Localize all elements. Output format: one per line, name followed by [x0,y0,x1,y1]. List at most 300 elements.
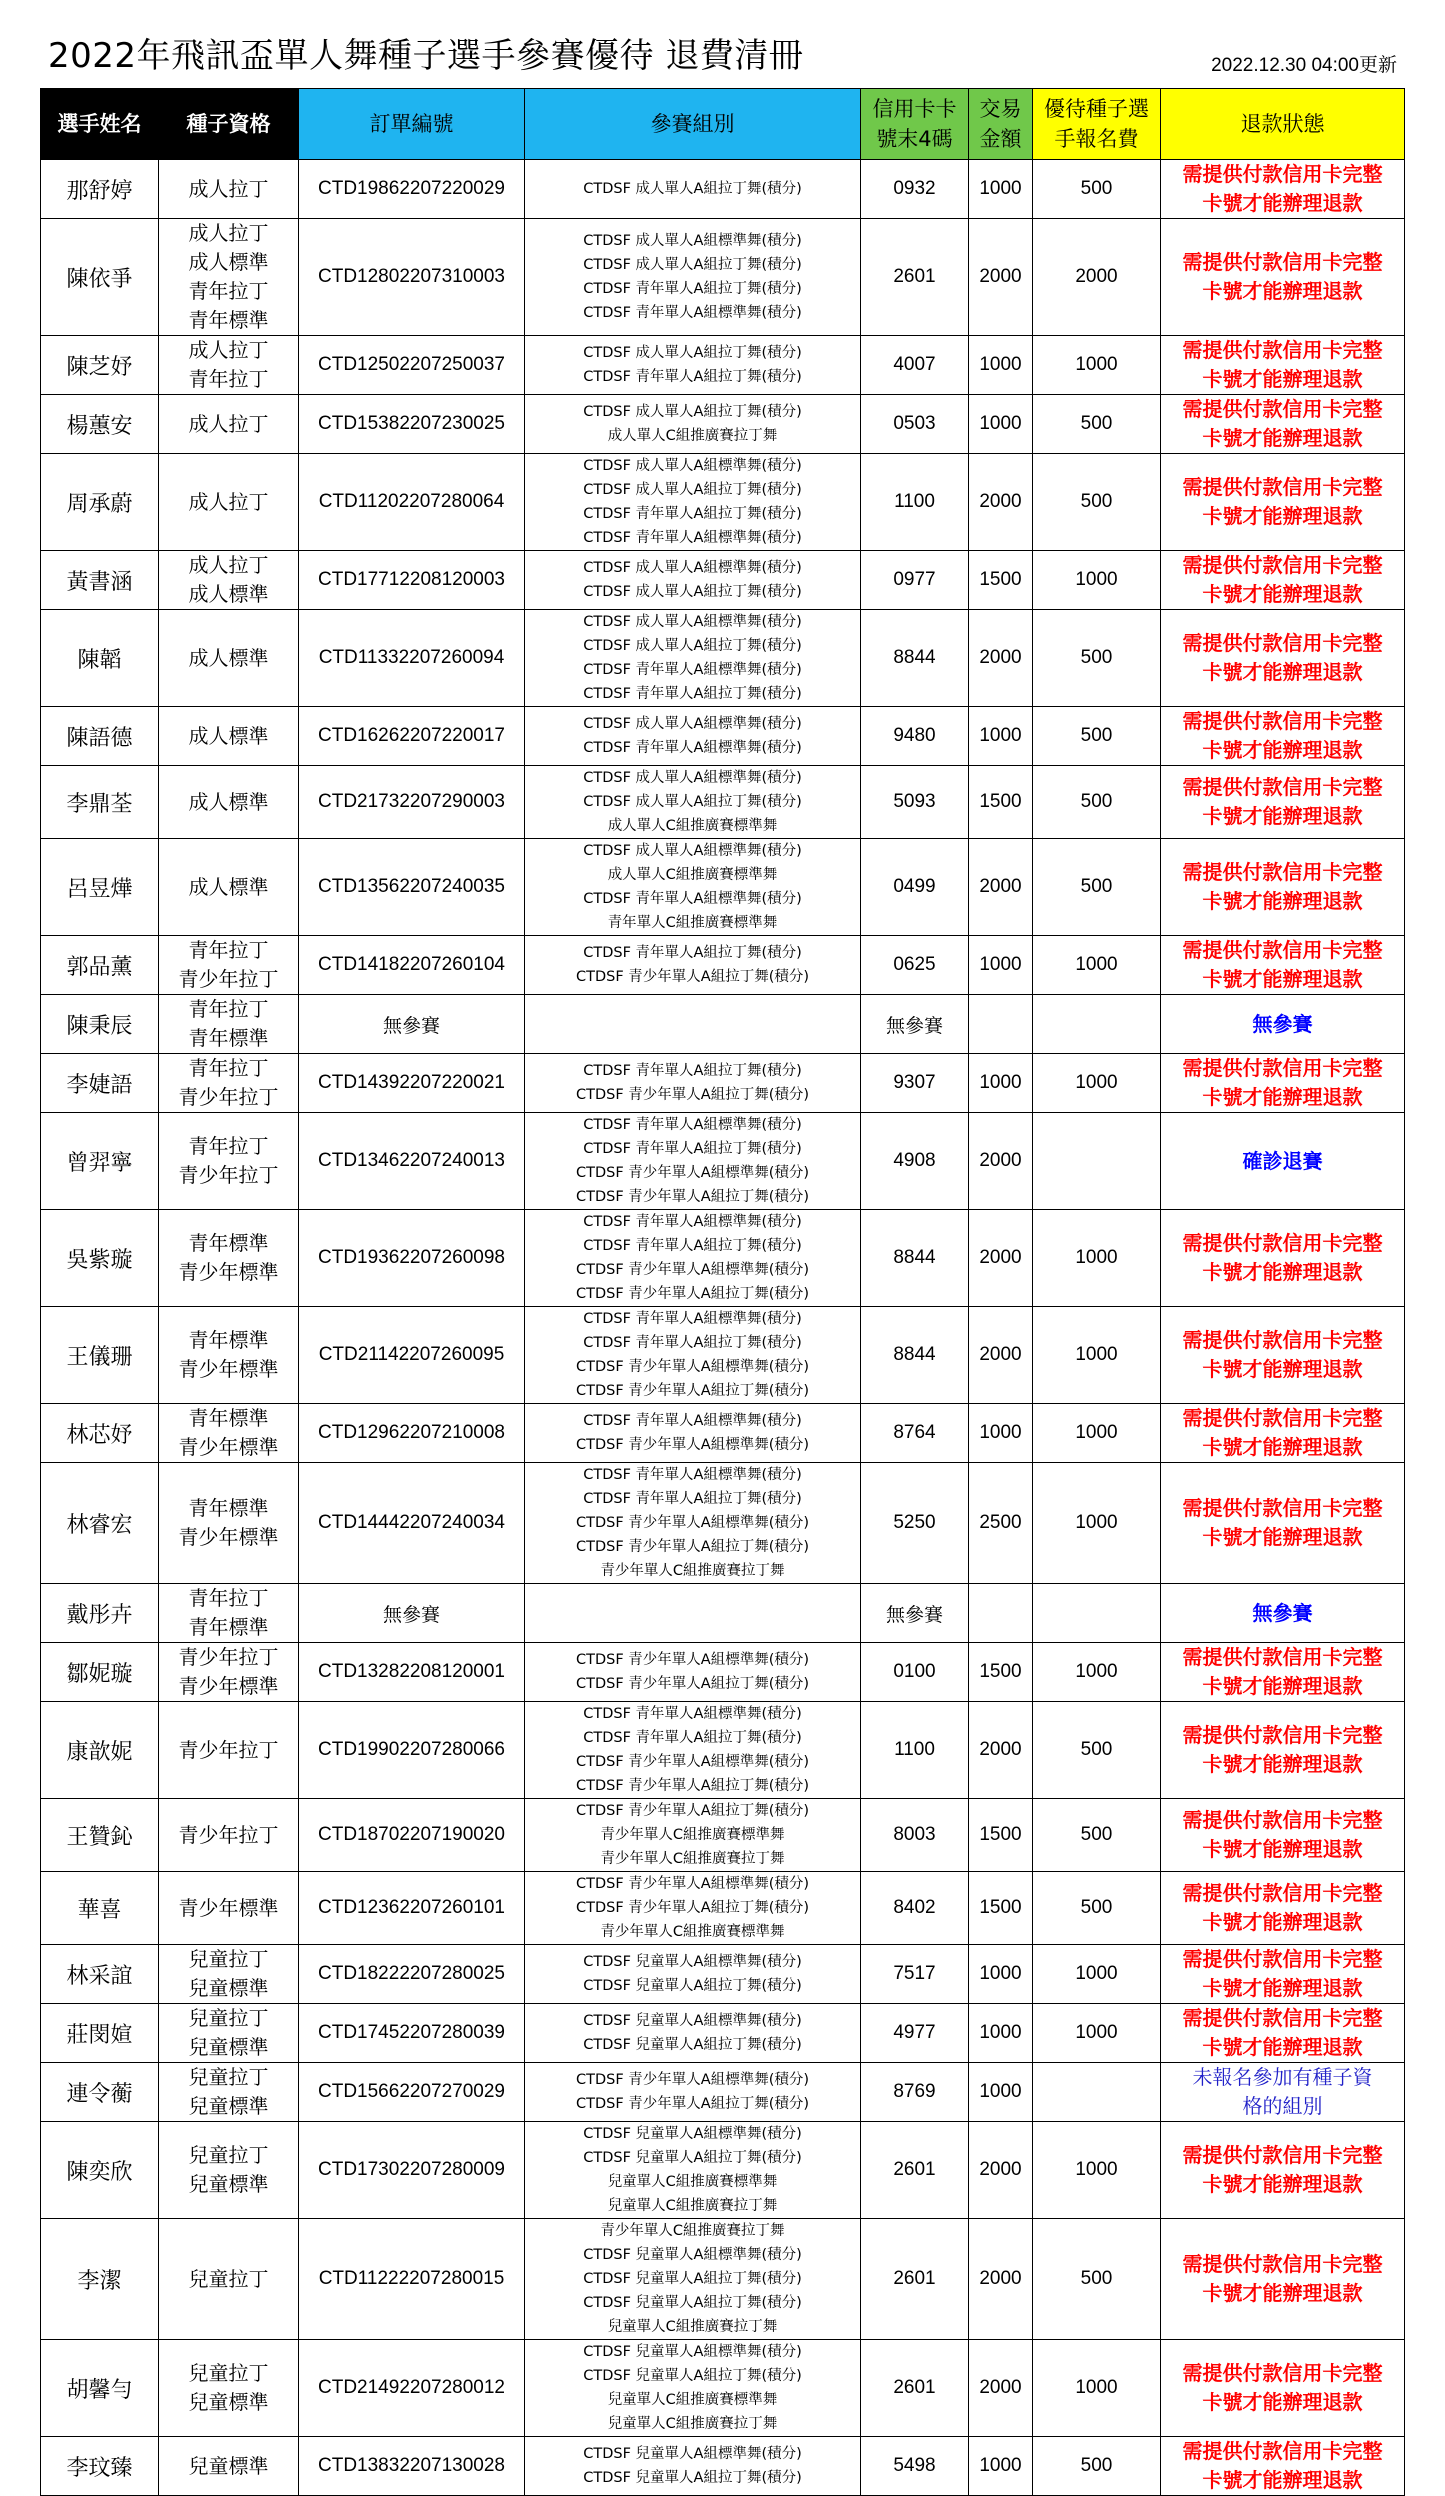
group-line: CTDSF 青年單人A組標準舞(積分) [583,1117,802,1133]
order-number-cell: CTD11222207280015 [299,2219,525,2340]
qualification-line: 兒童標準 [188,2390,269,2414]
seed-qualification-cell [159,395,299,454]
group-line: CTDSF 青年單人A組拉丁舞(積分) [583,1141,802,1157]
group-line: 兒童單人C組推廣賽標準舞 [607,2392,778,2408]
status-line: 需提供付款信用卡完整 [1182,1496,1383,1520]
status-line: 卡號才能辦理退款 [1202,804,1363,828]
group-line: 兒童單人C組推廣賽拉丁舞 [607,2198,778,2214]
transaction-amount-cell: 2000 [969,2340,1033,2437]
entry-groups-cell [525,1307,861,1404]
qualification-line: 青年拉丁 [188,1056,269,1080]
transaction-amount-cell: 2000 [969,454,1033,551]
seed-fee-cell: 1000 [1033,551,1161,610]
entry-groups-cell [525,1945,861,2004]
card-last4-cell: 4007 [861,336,969,395]
card-last4-cell: 2601 [861,219,969,336]
player-name-cell: 陳芝妤 [41,336,159,395]
order-number-cell: CTD12502207250037 [299,336,525,395]
group-line: CTDSF 青少年單人A組拉丁舞(積分) [575,1900,810,1916]
seed-qualification-cell [159,1463,299,1584]
seed-fee-cell: 1000 [1033,1463,1161,1584]
table-row [41,2437,1405,2496]
seed-qualification-cell [159,1799,299,1872]
status-line: 需提供付款信用卡完整 [1182,1881,1383,1905]
qualification-line: 成人拉丁 [188,338,269,362]
header-label-line: 參賽組別 [650,112,735,136]
transaction-amount-cell: 2500 [969,1463,1033,1584]
seed-fee-cell: 1000 [1033,1054,1161,1113]
refund-status-cell [1161,2219,1405,2340]
table-row [41,454,1405,551]
status-line: 卡號才能辦理退款 [1202,2172,1363,2196]
qualification-line: 成人拉丁 [188,176,269,201]
seed-fee-cell: 1000 [1033,1945,1161,2004]
qualification-line: 兒童拉丁 [188,2266,269,2291]
refund-status-cell [1161,1643,1405,1702]
entry-groups-cell [525,936,861,995]
qualification-line: 青年標準 [188,1328,269,1352]
status-line: 卡號才能辦理退款 [1202,967,1363,991]
group-line: CTDSF 青少年單人A組拉丁舞(積分) [575,1539,810,1555]
qualification-line: 成人標準 [188,645,269,670]
status-line: 卡號才能辦理退款 [1202,1085,1363,1109]
seed-qualification-cell [159,766,299,839]
status-line: 需提供付款信用卡完整 [1182,553,1383,577]
player-name-cell: 李鼎荃 [41,766,159,839]
table-row [41,1584,1405,1643]
qualification-line: 成人拉丁 [188,411,269,436]
player-name-cell: 陳韜 [41,610,159,707]
order-number-cell: CTD18702207190020 [299,1799,525,1872]
order-number-cell: CTD14442207240034 [299,1463,525,1584]
qualification-line: 成人拉丁 [188,221,269,245]
player-name-cell: 陳語德 [41,707,159,766]
group-line: CTDSF 青年單人A組拉丁舞(積分) [583,506,802,522]
qualification-line: 兒童拉丁 [188,2065,269,2089]
seed-fee-cell: 1000 [1033,336,1161,395]
player-name-cell: 華喜 [41,1872,159,1945]
seed-qualification-cell [159,1404,299,1463]
seed-fee-cell [1033,1113,1161,1210]
card-last4-cell: 8003 [861,1799,969,1872]
transaction-amount-cell [969,1584,1033,1643]
table-row [41,1799,1405,1872]
group-line: CTDSF 青少年單人A組標準舞(積分) [575,1437,810,1453]
group-line: CTDSF 青少年單人A組標準舞(積分) [575,1876,810,1892]
qualification-line: 兒童拉丁 [188,2006,269,2030]
group-line: CTDSF 青年單人A組標準舞(積分) [583,891,802,907]
player-name-cell: 林采誼 [41,1945,159,2004]
table-row [41,1210,1405,1307]
table-row [41,160,1405,219]
order-number-cell: CTD17302207280009 [299,2122,525,2219]
order-number-cell: CTD11332207260094 [299,610,525,707]
status-line: 卡號才能辦理退款 [1202,738,1363,762]
transaction-amount-cell: 1500 [969,766,1033,839]
table-row [41,1945,1405,2004]
qualification-line: 青少年標準 [178,1525,279,1549]
order-number-cell: CTD21142207260095 [299,1307,525,1404]
transaction-amount-cell: 1000 [969,2437,1033,2496]
group-line: CTDSF 兒童單人A組標準舞(積分) [583,1954,802,1970]
table-row [41,1872,1405,1945]
table-row [41,2122,1405,2219]
player-name-cell: 那舒婷 [41,160,159,219]
status-line: 卡號才能辦理退款 [1202,279,1363,303]
seed-qualification-cell [159,610,299,707]
player-name-cell: 連令蘅 [41,2063,159,2122]
group-line: CTDSF 兒童單人A組標準舞(積分) [583,2344,802,2360]
order-number-cell: CTD17452207280039 [299,2004,525,2063]
refund-status-cell [1161,1210,1405,1307]
entry-groups-cell [525,219,861,336]
order-number-cell: CTD19902207280066 [299,1702,525,1799]
player-name-cell: 胡馨勻 [41,2340,159,2437]
table-header-row [41,89,1405,160]
qualification-line: 青少年拉丁 [178,1822,279,1847]
table-row [41,1404,1405,1463]
qualification-line: 青少年標準 [178,1435,279,1459]
transaction-amount-cell: 1000 [969,336,1033,395]
qualification-line: 青少年拉丁 [178,1163,279,1187]
order-number-cell: CTD12962207210008 [299,1404,525,1463]
group-line: CTDSF 成人單人A組拉丁舞(積分) [583,584,802,600]
entry-groups-cell [525,1643,861,1702]
page-title: 2022年飛訊盃單人舞種子選手參賽優待 退費清冊 [48,36,804,76]
entry-groups-cell [525,2340,861,2437]
qualification-line: 兒童拉丁 [188,2143,269,2167]
status-line: 需提供付款信用卡完整 [1182,1231,1383,1255]
transaction-amount-cell: 1000 [969,1054,1033,1113]
seed-fee-cell: 500 [1033,2219,1161,2340]
order-number-cell: CTD13832207130028 [299,2437,525,2496]
qualification-line: 青少年拉丁 [178,967,279,991]
refund-status-cell [1161,2063,1405,2122]
seed-qualification-cell [159,160,299,219]
table-row [41,839,1405,936]
entry-groups-cell [525,2219,861,2340]
transaction-amount-cell: 1000 [969,2063,1033,2122]
entry-groups-cell [525,2063,861,2122]
group-line: CTDSF 成人單人A組標準舞(積分) [583,458,802,474]
entry-groups-cell [525,160,861,219]
transaction-amount-cell: 1000 [969,395,1033,454]
status-line: 需提供付款信用卡完整 [1182,1808,1383,1832]
seed-qualification-cell [159,551,299,610]
header-label-line: 交易 [979,97,1022,121]
seed-fee-cell: 500 [1033,610,1161,707]
status-line: 卡號才能辦理退款 [1202,582,1363,606]
card-last4-cell: 8769 [861,2063,969,2122]
header-label-line: 金額 [979,127,1022,151]
status-line: 需提供付款信用卡完整 [1182,2006,1383,2030]
entry-groups-cell [525,995,861,1054]
seed-fee-cell: 1000 [1033,1643,1161,1702]
seed-qualification-cell [159,995,299,1054]
qualification-line: 兒童標準 [188,1976,269,2000]
seed-fee-cell: 500 [1033,454,1161,551]
transaction-amount-cell: 2000 [969,839,1033,936]
player-name-cell: 王儀珊 [41,1307,159,1404]
group-line: CTDSF 兒童單人A組拉丁舞(積分) [583,2037,802,2053]
order-number-cell: 無參賽 [299,1584,525,1643]
seed-qualification-cell [159,219,299,336]
status-line: 卡號才能辦理退款 [1202,2468,1363,2492]
card-last4-cell: 9307 [861,1054,969,1113]
status-line: 需提供付款信用卡完整 [1182,250,1383,274]
seed-qualification-cell [159,1872,299,1945]
group-line: 成人單人C組推廣賽標準舞 [607,818,778,834]
header-label-line: 訂單編號 [369,112,454,136]
card-last4-cell: 0625 [861,936,969,995]
qualification-line: 成人拉丁 [188,553,269,577]
seed-fee-cell: 1000 [1033,1307,1161,1404]
group-line: CTDSF 青少年單人A組拉丁舞(積分) [575,1676,810,1692]
status-line: 卡號才能辦理退款 [1202,1260,1363,1284]
seed-fee-cell [1033,995,1161,1054]
seed-qualification-cell [159,839,299,936]
order-number-cell: CTD14182207260104 [299,936,525,995]
refund-status-cell [1161,160,1405,219]
order-number-cell: CTD21492207280012 [299,2340,525,2437]
player-name-cell: 林芯妤 [41,1404,159,1463]
refund-status-cell [1161,610,1405,707]
status-line: 卡號才能辦理退款 [1202,1435,1363,1459]
refund-status-cell [1161,707,1405,766]
seed-qualification-cell [159,2063,299,2122]
group-line: CTDSF 成人單人A組拉丁舞(積分) [583,257,802,273]
seed-qualification-cell [159,1584,299,1643]
transaction-amount-cell: 2000 [969,1210,1033,1307]
order-number-cell: CTD14392207220021 [299,1054,525,1113]
card-last4-cell: 5498 [861,2437,969,2496]
player-name-cell: 周承蔚 [41,454,159,551]
group-line: CTDSF 成人單人A組標準舞(積分) [583,843,802,859]
player-name-cell: 陳秉辰 [41,995,159,1054]
seed-fee-cell: 1000 [1033,1210,1161,1307]
group-line: CTDSF 青年單人A組拉丁舞(積分) [583,281,802,297]
status-line: 需提供付款信用卡完整 [1182,162,1383,186]
entry-groups-cell [525,839,861,936]
seed-fee-cell [1033,2063,1161,2122]
card-last4-cell: 7517 [861,1945,969,2004]
qualification-line: 青年拉丁 [188,367,269,391]
group-line: CTDSF 青少年單人A組標準舞(積分) [575,1359,810,1375]
refund-status-cell [1161,1113,1405,1210]
seed-qualification-cell [159,1643,299,1702]
seed-qualification-cell [159,2340,299,2437]
seed-fee-cell: 2000 [1033,219,1161,336]
seed-qualification-cell [159,2437,299,2496]
table-row [41,395,1405,454]
seed-qualification-cell [159,936,299,995]
status-line: 需提供付款信用卡完整 [1182,631,1383,655]
group-line: CTDSF 青年單人A組拉丁舞(積分) [583,945,802,961]
status-line: 卡號才能辦理退款 [1202,1752,1363,1776]
group-line: CTDSF 兒童單人A組標準舞(積分) [583,2446,802,2462]
status-line: 無參賽 [1252,1600,1313,1625]
table-row [41,936,1405,995]
status-line: 需提供付款信用卡完整 [1182,2439,1383,2463]
qualification-line: 成人標準 [188,789,269,814]
update-timestamp: 2022.12.30 04:00更新 [1211,55,1397,76]
seed-fee-cell: 1000 [1033,2122,1161,2219]
transaction-amount-cell: 2000 [969,610,1033,707]
table-row [41,1054,1405,1113]
status-line: 卡號才能辦理退款 [1202,2035,1363,2059]
table-row [41,1643,1405,1702]
entry-groups-cell [525,2004,861,2063]
transaction-amount-cell [969,995,1033,1054]
qualification-line: 青年拉丁 [188,997,269,1021]
card-last4-cell: 8844 [861,1307,969,1404]
transaction-amount-cell: 2000 [969,1702,1033,1799]
seed-qualification-cell [159,1054,299,1113]
entry-groups-cell [525,2437,861,2496]
order-number-cell: CTD17712208120003 [299,551,525,610]
group-line: CTDSF 青少年單人A組標準舞(積分) [575,1652,810,1668]
qualification-line: 青年拉丁 [188,938,269,962]
group-line: 成人單人C組推廣賽標準舞 [607,867,778,883]
status-line: 卡號才能辦理退款 [1202,2281,1363,2305]
group-line: CTDSF 青年單人A組拉丁舞(積分) [583,1335,802,1351]
refund-status-cell [1161,1307,1405,1404]
refund-status-cell [1161,1799,1405,1872]
status-line: 卡號才能辦理退款 [1202,504,1363,528]
refund-status-cell [1161,2004,1405,2063]
transaction-amount-cell: 1000 [969,2004,1033,2063]
group-line: 青少年單人C組推廣賽拉丁舞 [600,1563,785,1579]
group-line: CTDSF 青年單人A組拉丁舞(積分) [583,369,802,385]
qualification-line: 兒童拉丁 [188,1947,269,1971]
refund-status-cell [1161,2437,1405,2496]
group-line: CTDSF 成人單人A組標準舞(積分) [583,560,802,576]
table-row [41,2004,1405,2063]
transaction-amount-cell: 1000 [969,936,1033,995]
status-line: 需提供付款信用卡完整 [1182,397,1383,421]
group-line: CTDSF 青年單人A組標準舞(積分) [583,1311,802,1327]
entry-groups-cell [525,454,861,551]
card-last4-cell: 2601 [861,2219,969,2340]
seed-fee-cell: 500 [1033,839,1161,936]
status-line: 卡號才能辦理退款 [1202,1357,1363,1381]
refund-status-cell [1161,2340,1405,2437]
table-row [41,219,1405,336]
group-line: CTDSF 青年單人A組標準舞(積分) [583,1706,802,1722]
player-name-cell: 吳紫璇 [41,1210,159,1307]
seed-fee-cell: 500 [1033,395,1161,454]
seed-qualification-cell [159,707,299,766]
order-number-cell: CTD12362207260101 [299,1872,525,1945]
order-number-cell: CTD19862207220029 [299,160,525,219]
group-line: CTDSF 兒童單人A組拉丁舞(積分) [583,1978,802,1994]
qualification-line: 青年拉丁 [188,279,269,303]
status-line: 需提供付款信用卡完整 [1182,1406,1383,1430]
order-number-cell: CTD13462207240013 [299,1113,525,1210]
status-line: 需提供付款信用卡完整 [1182,860,1383,884]
status-line: 卡號才能辦理退款 [1202,191,1363,215]
status-line: 需提供付款信用卡完整 [1182,2252,1383,2276]
status-line: 卡號才能辦理退款 [1202,889,1363,913]
seed-fee-cell: 1000 [1033,1404,1161,1463]
group-line: 成人單人C組推廣賽拉丁舞 [607,428,778,444]
entry-groups-cell [525,1210,861,1307]
group-line: 青少年單人C組推廣賽標準舞 [600,1827,785,1843]
status-line: 格的組別 [1242,2094,1323,2118]
seed-qualification-cell [159,2004,299,2063]
group-line: 青少年單人C組推廣賽拉丁舞 [600,2223,785,2239]
order-number-cell: CTD16262207220017 [299,707,525,766]
seed-qualification-cell [159,1702,299,1799]
seed-qualification-cell [159,454,299,551]
entry-groups-cell [525,707,861,766]
group-line: CTDSF 兒童單人A組拉丁舞(積分) [583,2470,802,2486]
group-line: CTDSF 青年單人A組標準舞(積分) [583,740,802,756]
entry-groups-cell [525,1113,861,1210]
seed-qualification-cell [159,1210,299,1307]
refund-status-cell [1161,551,1405,610]
entry-groups-cell [525,1054,861,1113]
table-row [41,1702,1405,1799]
player-name-cell: 陳依爭 [41,219,159,336]
table-row [41,1307,1405,1404]
qualification-line: 成人標準 [188,874,269,899]
group-line: CTDSF 兒童單人A組標準舞(積分) [583,2247,802,2263]
table-body [41,160,1405,2496]
card-last4-cell: 4908 [861,1113,969,1210]
qualification-line: 青年標準 [188,1496,269,1520]
group-line: CTDSF 青年單人A組標準舞(積分) [583,305,802,321]
qualification-line: 青年拉丁 [188,1586,269,1610]
group-line: CTDSF 青少年單人A組拉丁舞(積分) [575,2096,810,2112]
qualification-line: 青年標準 [188,1231,269,1255]
transaction-amount-cell: 1500 [969,551,1033,610]
card-last4-cell: 2601 [861,2122,969,2219]
transaction-amount-cell: 2000 [969,1113,1033,1210]
qualification-line: 青少年標準 [178,1895,279,1920]
refund-table [40,88,1405,2496]
order-number-cell: CTD18222207280025 [299,1945,525,2004]
player-name-cell: 楊蕙安 [41,395,159,454]
seed-fee-cell: 1000 [1033,2004,1161,2063]
table-row [41,2340,1405,2437]
card-last4-cell: 8844 [861,1210,969,1307]
qualification-line: 青年拉丁 [188,1134,269,1158]
player-name-cell: 莊閔媗 [41,2004,159,2063]
seed-qualification-cell [159,1307,299,1404]
group-line: CTDSF 兒童單人A組拉丁舞(積分) [583,2295,802,2311]
player-name-cell: 曾羿寧 [41,1113,159,1210]
entry-groups-cell [525,766,861,839]
group-line: CTDSF 成人單人A組標準舞(積分) [583,716,802,732]
order-number-cell: 無參賽 [299,995,525,1054]
group-line: CTDSF 成人單人A組拉丁舞(積分) [583,404,802,420]
refund-status-cell [1161,995,1405,1054]
transaction-amount-cell: 1500 [969,1799,1033,1872]
group-line: 兒童單人C組推廣賽拉丁舞 [607,2319,778,2335]
header-label-line: 手報名費 [1054,127,1139,151]
seed-fee-cell: 500 [1033,2437,1161,2496]
col-header-groups [525,89,861,160]
table-row [41,1463,1405,1584]
card-last4-cell: 1100 [861,454,969,551]
table-row [41,766,1405,839]
transaction-amount-cell: 1000 [969,707,1033,766]
group-line: 青少年單人C組推廣賽拉丁舞 [600,1851,785,1867]
status-line: 需提供付款信用卡完整 [1182,1645,1383,1669]
card-last4-cell: 8764 [861,1404,969,1463]
seed-fee-cell: 500 [1033,1702,1161,1799]
